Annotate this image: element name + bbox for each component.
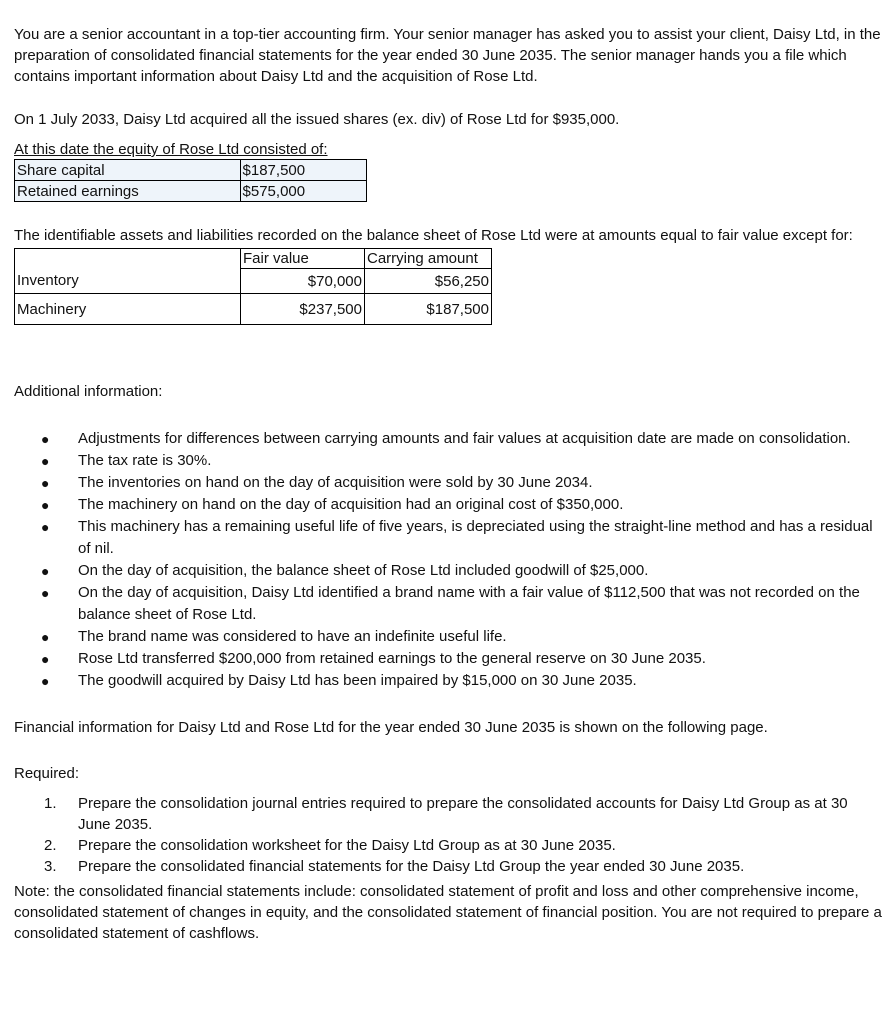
equity-value: $187,500	[240, 160, 366, 181]
item-label: Inventory	[15, 269, 241, 294]
bullet-icon: ●	[41, 629, 50, 645]
acquisition-paragraph: On 1 July 2033, Daisy Ltd acquired all the issued shares (ex. div) of Rose Ltd for $935,000.	[14, 111, 620, 128]
table-header-blank	[15, 249, 241, 269]
required-list	[14, 793, 886, 877]
bullet-icon: ●	[41, 497, 50, 513]
list-item	[14, 582, 884, 626]
equity-label: Retained earnings	[15, 181, 241, 202]
fair-value-cell: $237,500	[241, 294, 365, 325]
list-item	[14, 626, 884, 648]
equity-title: At this date the equity of Rose Ltd consisted of:	[14, 141, 328, 158]
list-item-text: Prepare the consolidated financial statements for the Daisy Ltd Group the year ended 30 June 2035.	[78, 858, 745, 875]
list-item	[14, 793, 884, 835]
equity-label: Share capital	[15, 160, 241, 181]
bullet-icon: ●	[41, 475, 50, 491]
list-item-text: The machinery on hand on the day of acquisition had an original cost of $350,000.	[78, 496, 624, 513]
table-row	[15, 160, 367, 181]
list-item-text: Rose Ltd transferred $200,000 from retained earnings to the general reserve on 30 June 2035.	[78, 650, 706, 667]
list-number: 3.	[44, 858, 57, 875]
list-number: 1.	[44, 795, 57, 812]
list-number: 2.	[44, 837, 57, 854]
bullet-icon: ●	[41, 673, 50, 689]
list-item	[14, 472, 884, 494]
list-item-text: Adjustments for differences between carrying amounts and fair values at acquisition date are made on consolidation.	[78, 430, 851, 447]
bullet-icon: ●	[41, 453, 50, 469]
list-item	[14, 494, 884, 516]
list-item-text: Prepare the consolidation journal entries required to prepare the consolidated accounts for Daisy Ltd Group as at 30 June 2035.	[78, 795, 848, 833]
bullet-icon: ●	[41, 651, 50, 667]
note-paragraph: Note: the consolidated financial statements include: consolidated statement of profit and loss and other comprehensive income, consolidated statement of changes in equity, and the consolidated statement of financial position. You are not required to prepare a consolidated statement of cashflows.	[14, 883, 882, 942]
carrying-amount-cell: $56,250	[365, 269, 492, 294]
additional-info-list	[14, 428, 886, 692]
financial-info-paragraph: Financial information for Daisy Ltd and Rose Ltd for the year ended 30 June 2035 is shown on the following page.	[14, 719, 768, 736]
list-item-text: On the day of acquisition, Daisy Ltd identified a brand name with a fair value of $112,500 that was not recorded on the balance sheet of Rose Ltd.	[78, 584, 860, 623]
carrying-amount-cell: $187,500	[365, 294, 492, 325]
list-item-text: The goodwill acquired by Daisy Ltd has been impaired by $15,000 on 30 June 2035.	[78, 672, 637, 689]
table-row	[15, 269, 492, 294]
equity-table	[14, 159, 367, 202]
header-carrying-amount: Carrying amount	[365, 249, 492, 269]
document-page	[14, 24, 886, 944]
list-item-text: Prepare the consolidation worksheet for the Daisy Ltd Group as at 30 June 2035.	[78, 837, 616, 854]
list-item	[14, 516, 884, 560]
table-row	[15, 181, 367, 202]
fair-value-table	[14, 248, 492, 325]
list-item	[14, 648, 884, 670]
list-item	[14, 428, 884, 450]
list-item	[14, 560, 884, 582]
bullet-icon: ●	[41, 585, 50, 601]
bullet-icon: ●	[41, 431, 50, 447]
required-title: Required:	[14, 765, 80, 782]
header-fair-value: Fair value	[241, 249, 365, 269]
list-item-text: The inventories on hand on the day of acquisition were sold by 30 June 2034.	[78, 474, 593, 491]
list-item	[14, 835, 884, 856]
assets-paragraph: The identifiable assets and liabilities recorded on the balance sheet of Rose Ltd were at amounts equal to fair value except for:	[14, 227, 853, 244]
table-row	[15, 294, 492, 325]
list-item	[14, 856, 884, 877]
list-item-text: The brand name was considered to have an indefinite useful life.	[78, 628, 507, 645]
equity-value: $575,000	[240, 181, 366, 202]
fair-value-cell: $70,000	[241, 269, 365, 294]
list-item	[14, 450, 884, 472]
bullet-icon: ●	[41, 519, 50, 535]
additional-info-title: Additional information:	[14, 383, 163, 400]
item-label: Machinery	[15, 294, 241, 325]
list-item-text: On the day of acquisition, the balance sheet of Rose Ltd included goodwill of $25,000.	[78, 562, 649, 579]
table-header-row	[15, 249, 492, 269]
list-item	[14, 670, 884, 692]
list-item-text: The tax rate is 30%.	[78, 452, 212, 469]
intro-paragraph: You are a senior accountant in a top-tier accounting firm. Your senior manager has asked you to assist your client, Daisy Ltd, in the preparation of consolidated financial statements for the year ended 30 June 2035. The senior manager hands you a file which contains important information about Daisy Ltd and the acquisition of Rose Ltd.	[14, 26, 881, 85]
list-item-text: This machinery has a remaining useful life of five years, is depreciated using the straight-line method and has a residual of nil.	[78, 518, 873, 557]
bullet-icon: ●	[41, 563, 50, 579]
